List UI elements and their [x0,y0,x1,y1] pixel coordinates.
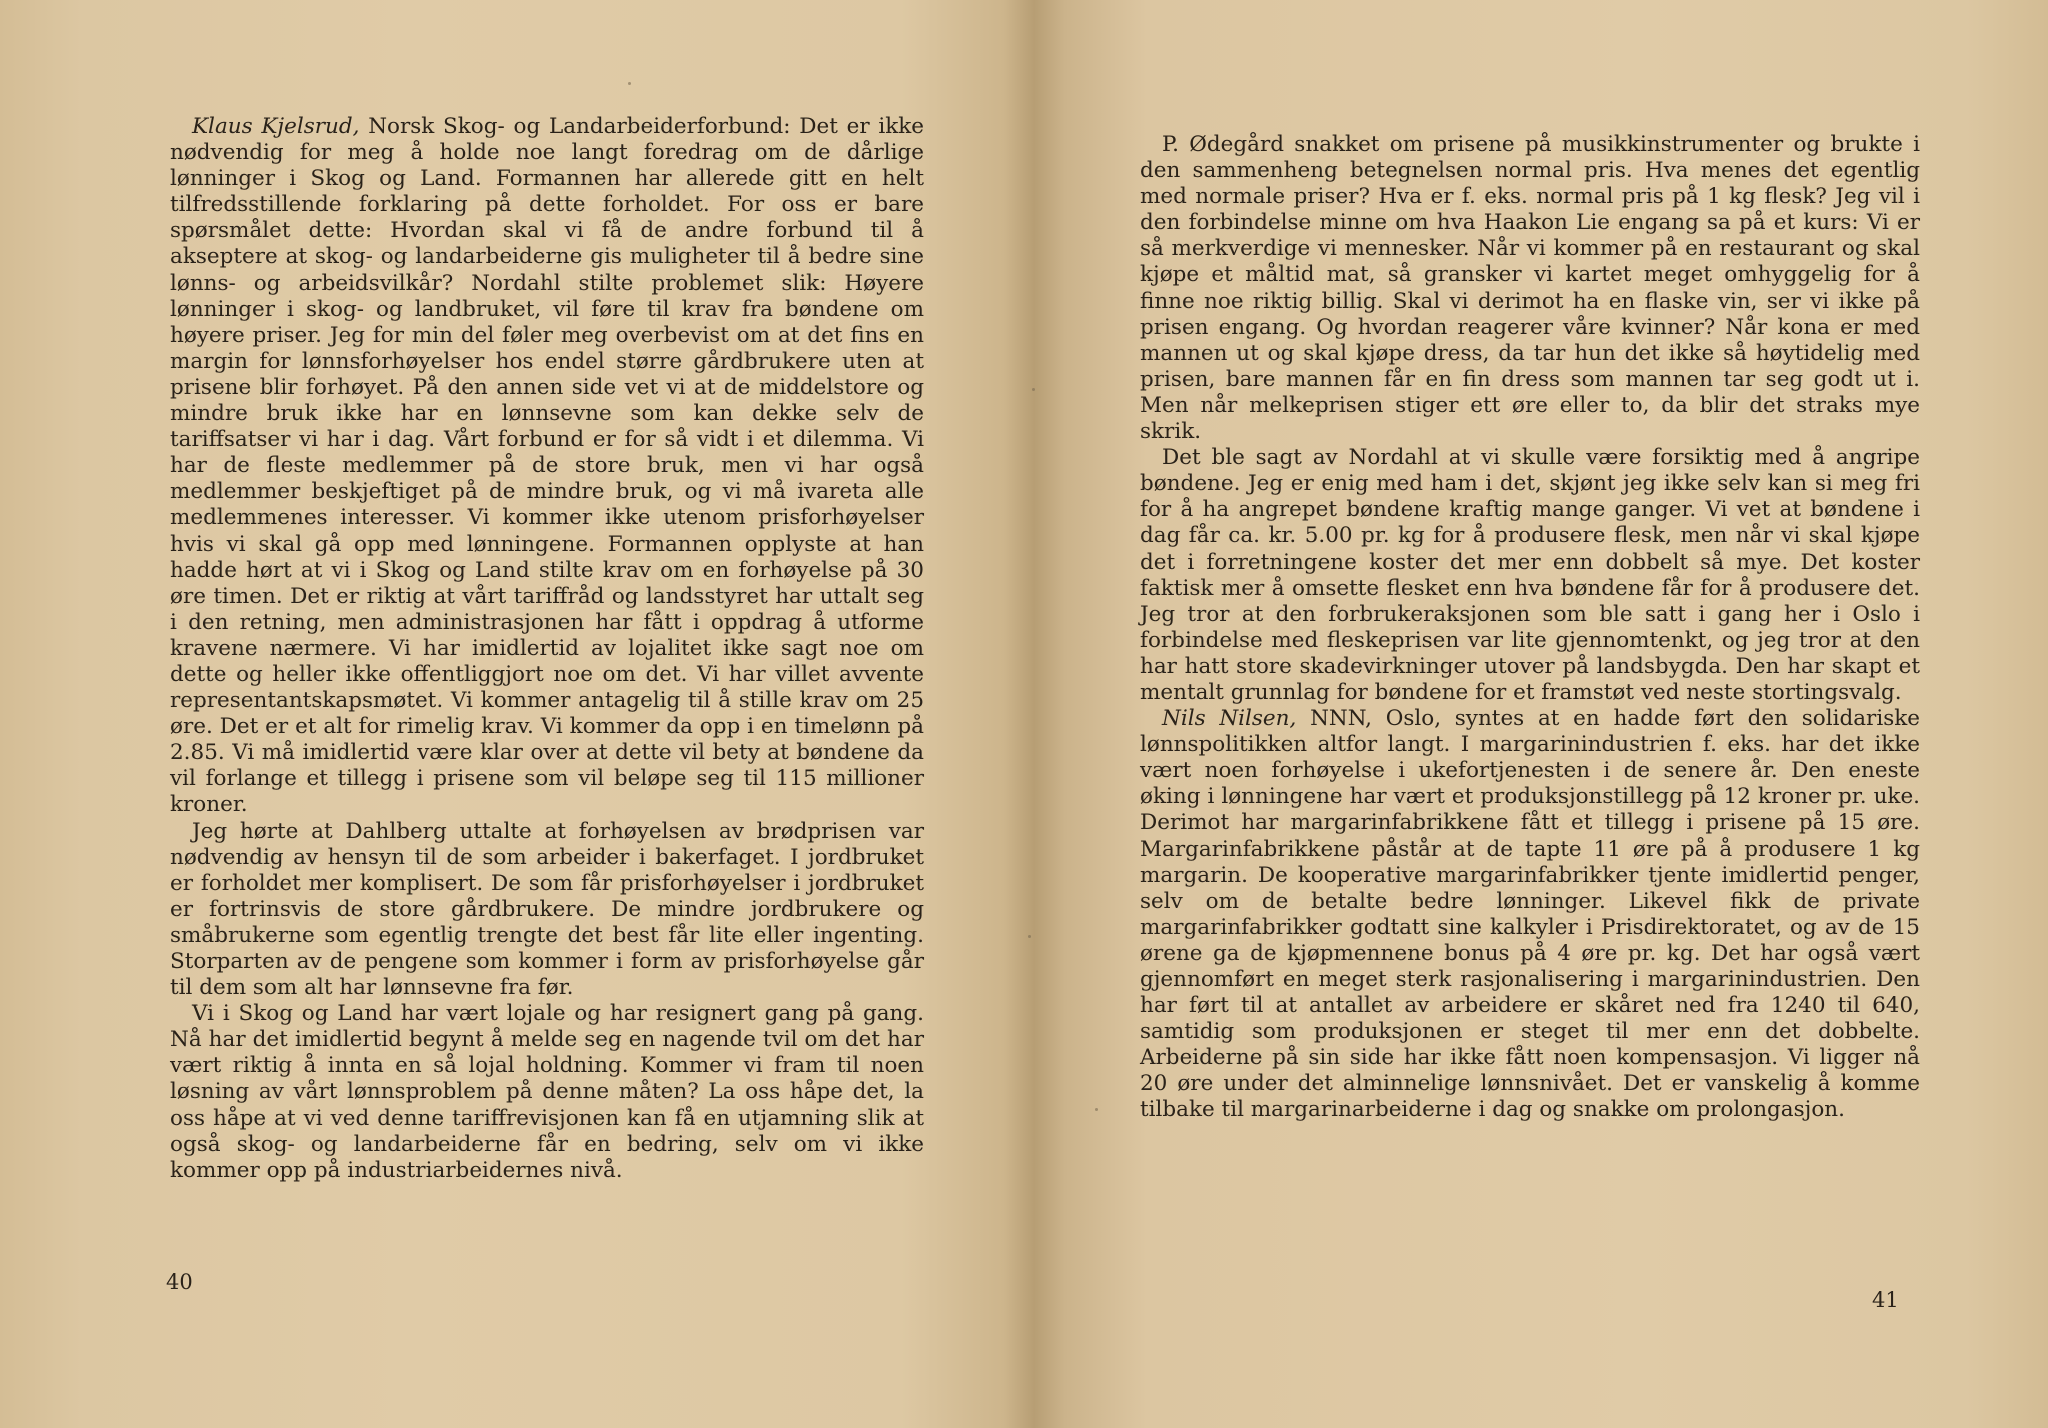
page-number: 41 [1872,1288,1899,1312]
paragraph [1140,706,1920,1124]
paragraph-text: Vi i Skog og Land har vært lojale og har resignert gang på gang. Nå har det imidlertid begynt å melde seg en nagende tvil om det har vært riktig å innta en så lojal holdning. Kommer vi fram til noen løsning av vårt lønnsproblem på denne måten? La oss håpe det, la oss håpe at vi ved denne tariffrevisjonen kan få en utjamning slik at også skog- og landarbeiderne får en bedring, selv om vi ikke kommer opp på industriarbeidernes nivå. [170,1001,924,1183]
paragraph [170,114,924,819]
paragraph-text: Det ble sagt av Nordahl at vi skulle være forsiktig med å angripe bøndene. Jeg er enig med ham i det, skjønt jeg ikke selv kan si meg fri for å ha angrepet bøndene kraftig mange ganger. Vi vet at bøndene i dag får ca. kr. 5.00 pr. kg for å produsere flesk, men når vi skal kjøpe det i forretningene koster det mer enn dobbelt så mye. Det koster faktisk mer å omsette flesket enn hva bøndene får for å produsere det. Jeg tror at den forbrukeraksjonen som ble satt i gang her i Oslo i forbindelse med fleskeprisen var lite gjennomtenkt, og jeg tror at den har hatt store skadevirkninger utover på landsbygda. Den har skapt et mentalt grunnlag for bøndene for et framstøt ved neste stortingsvalg. [1140,445,1920,705]
right-text-column [1140,132,1920,1124]
paragraph [170,819,924,1002]
right-page [1028,0,2048,1428]
paper-speck [1095,1108,1098,1111]
paragraph [1140,132,1920,445]
paragraph-text: Norsk Skog- og Landarbeiderforbund: Det er ikke nødvendig for meg å holde noe langt foredrag om de dårlige lønninger i Skog og Land. Formannen har allerede gitt en helt tilfredsstillende forklaring på dette forholdet. For oss er bare spørsmålet dette: Hvordan skal vi få de andre forbund til å akseptere at skog- og landarbeiderne gis muligheter til å bedre sine lønns- og arbeidsvilkår? Nordahl stilte problemet slik: Høyere lønninger i skog- og landbruket, vil føre til krav fra bøndene om høyere priser. Jeg for min del føler meg overbevist om at det fins en margin for lønnsforhøyelser hos endel større gårdbrukere uten at prisene blir forhøyet. På den annen side vet vi at de middelstore og mindre bruk ikke har en lønnsevne som kan dekke selv de tariffsatser vi har i dag. Vårt forbund er for så vidt i et dilemma. Vi har de fleste medlemmer på de store bruk, men vi har også medlemmer beskjeftiget på de mindre bruk, og vi må ivareta alle medlemmenes interesser. Vi kommer ikke utenom prisforhøyelser hvis vi skal gå opp med lønningene. Formannen opplyste at han hadde hørt at vi i Skog og Land stilte krav om en forhøyelse på 30 øre timen. Det er riktig at vårt tariffråd og landsstyret har uttalt seg i den retning, men administrasjonen har fått i oppdrag å utforme kravene nærmere. Vi har imidlertid av lojalitet ikke sagt noe om dette og heller ikke offentliggjort noe om det. Vi har villet avvente representantskapsmøtet. Vi kommer antagelig til å stille krav om 25 øre. Det er et alt for rimelig krav. Vi kommer da opp i en timelønn på 2.85. Vi må imidlertid være klar over at dette vil bety at bøndene da vil forlange et tillegg i prisene som vil beløpe seg til 115 millioner kroner. [170,114,924,818]
paragraph [1140,445,1920,706]
paragraph [170,1001,924,1184]
paragraph-text: NNN, Oslo, syntes at en hadde ført den solidariske lønnspolitikken altfor langt. I margarinindustrien f. eks. har det ikke vært noen forhøyelse i ukefortjenesten i de senere år. Den eneste øking i lønningene har vært et produksjonstillegg på 12 kroner pr. uke. Derimot har margarinfabrikkene fått et tillegg i prisene på 15 øre. Margarinfabrikkene påstår at de tapte 11 øre på å produsere 1 kg margarin. De kooperative margarinfabrikker tjente imidlertid penger, selv om de betalte bedre lønninger. Likevel fikk de private margarinfabrikker godtatt sine kalkyler i Prisdirektoratet, og av de 15 ørene ga de kjøpmennene bonus på 4 øre pr. kg. Det har også vært gjennomført en meget sterk rasjonalisering i margarinindustrien. Den har ført til at antallet av arbeidere er skåret ned fra 1240 til 640, samtidig som produksjonen er steget til mer enn det dobbelte. Arbeiderne på sin side har ikke fått noen kompensasjon. Vi ligger nå 20 øre under det alminnelige lønnsnivået. Det er vanskelig å komme tilbake til margarinarbeiderne i dag og snakke om prolongasjon. [1140,706,1920,1123]
left-page [0,0,1020,1428]
paper-speck [628,82,631,85]
paragraph-text: Jeg hørte at Dahlberg uttalte at forhøyelsen av brødprisen var nødvendig av hensyn til de som arbeider i bakerfaget. I jordbruket er forholdet mer komplisert. De som får prisforhøyelser i jordbruket er fortrinsvis de store gårdbrukere. De mindre jordbrukere og småbrukerne som egentlig trengte det best får lite eller ingenting. Storparten av de pengene som kommer i form av prisforhøyelse går til dem som alt har lønnsevne fra før. [170,818,924,1001]
speaker-name: Nils Nilsen, [1162,706,1297,732]
paragraph-text: P. Ødegård snakket om prisene på musikkinstrumenter og brukte i den sammenheng betegnelsen normal pris. Hva menes det egentlig med normale priser? Hva er f. eks. normal pris på 1 kg flesk? Jeg vil i den forbindelse minne om hva Haakon Lie engang sa på et kurs: Vi er så merkverdige vi mennesker. Når vi kommer på en restaurant og skal kjøpe et måltid mat, så gransker vi kartet meget omhyggelig for å finne noe riktig billig. Skal vi derimot ha en flaske vin, ser vi ikke på prisen engang. Og hvordan reagerer våre kvinner? Når kona er med mannen ut og skal kjøpe dress, da tar hun det ikke så høytidelig med prisen, bare mannen får en fin dress som mannen tar seg godt ut i. Men når melkeprisen stiger ett øre eller to, da blir det straks mye skrik. [1140,132,1920,445]
left-text-column [170,114,924,1184]
speaker-name: Klaus Kjelsrud, [192,114,360,139]
page-number: 40 [166,1270,193,1294]
paper-speck [1028,935,1031,938]
paper-speck [1032,388,1035,391]
